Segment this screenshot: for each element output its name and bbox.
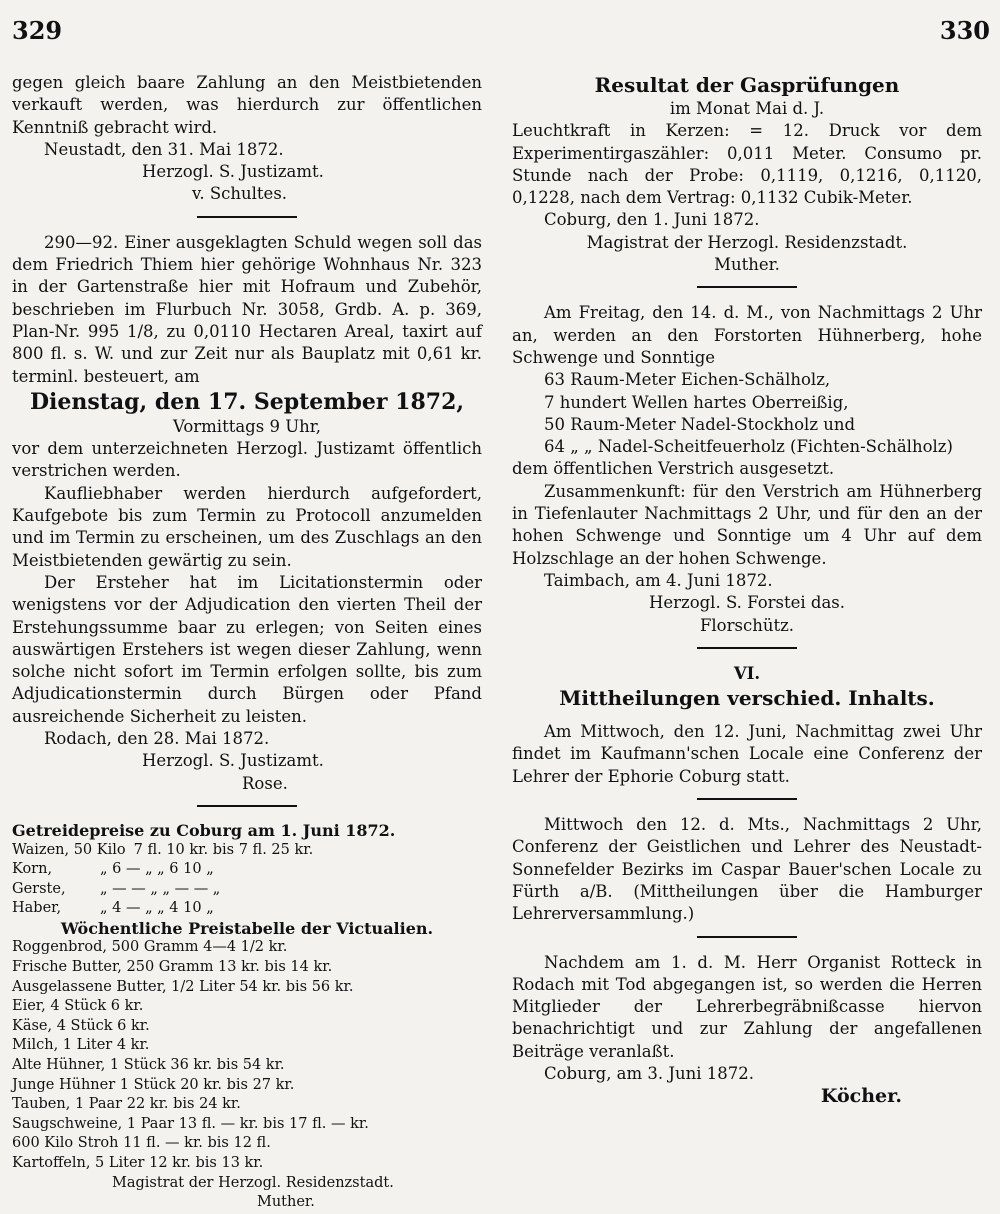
wood-item: 50 Raum-Meter Nadel-Stockholz und bbox=[544, 414, 856, 434]
victual-item: Alte Hühner, 1 Stück 36 kr. bis 54 kr. bbox=[12, 1057, 285, 1074]
grain-row bbox=[12, 841, 482, 861]
divider bbox=[697, 286, 797, 288]
victual-item: Kartoffeln, 5 Liter 12 kr. bis 13 kr. bbox=[12, 1155, 264, 1171]
signer: Muther. bbox=[714, 255, 780, 275]
wood-intro: Am Freitag, den 14. d. M., von Nachmittags 2 Uhr an, werden an den Forstorten Hühnerberg, hohe Schwenge und Sonntige bbox=[512, 303, 982, 367]
victual-item: Saugschweine, 1 Paar 13 fl. — kr. bis 17 fl. — kr. bbox=[12, 1115, 369, 1132]
grain-values: „ 6 — „ „ 6 10 „ bbox=[100, 861, 214, 878]
victual-item: Roggenbrod, 500 Gramm 4—4 1/2 kr. bbox=[12, 939, 288, 956]
victual-item: Milch, 1 Liter 4 kr. bbox=[12, 1037, 150, 1054]
section-numeral: VI. bbox=[733, 663, 761, 683]
grain-title: Getreidepreise zu Coburg am 1. Juni 1872. bbox=[12, 820, 396, 840]
grain-name: Korn, bbox=[12, 861, 53, 878]
wood-item: 7 hundert Wellen hartes Oberreißig, bbox=[544, 392, 849, 412]
grain-row bbox=[12, 899, 482, 919]
grain-values: 7 fl. 10 kr. bis 7 fl. 25 kr. bbox=[133, 841, 314, 858]
message: Nachdem am 1. d. M. Herr Organist Rotteck in Rodach mit Tod abgegangen ist, so werden die Herren Mitglieder der Lehrerbegräbnißcasse hiervon benachrichtigt und zur Zahlung der angefallenen Beiträge veranlaßt. bbox=[512, 952, 982, 1061]
victual-item: Eier, 4 Stück 6 kr. bbox=[12, 998, 144, 1015]
gas-subtitle: im Monat Mai d. J. bbox=[669, 99, 825, 118]
authority: Herzogl. S. Justizamt. bbox=[142, 162, 324, 182]
authority: Magistrat der Herzogl. Residenzstadt. bbox=[586, 232, 908, 252]
gas-text: Leuchtkraft in Kerzen: = 12. Druck vor dem Experimentirgaszähler: 0,011 Meter. Consumo pr. Stunde nach der Probe: 0,1119, 0,1216, 0,1120, 0,1228, nach dem Vertrag: 0,1132 Cubik-Meter. bbox=[512, 121, 982, 208]
message: Mittwoch den 12. d. Mts., Nachmittags 2 Uhr, Conferenz der Geistlichen und Lehrer des Neustadt-Sonnefelder Bezirks im Caspar Bauer'schen Locale zu Fürth a/B. (Mittheilungen über die Hamburger Lehrerversammlung.) bbox=[512, 815, 982, 924]
victual-item: Tauben, 1 Paar 22 kr. bis 24 kr. bbox=[12, 1096, 241, 1113]
grain-name: Waizen, 50 Kilo bbox=[12, 841, 126, 858]
spacer bbox=[512, 711, 982, 721]
signer: Rose. bbox=[242, 773, 288, 793]
authority: Magistrat der Herzogl. Residenzstadt. bbox=[112, 1174, 394, 1191]
grain-values: „ — — „ „ — — „ bbox=[100, 880, 221, 897]
signer: Muther. bbox=[257, 1194, 315, 1211]
divider bbox=[697, 936, 797, 938]
victual-item: Junge Hühner 1 Stück 20 kr. bis 27 kr. bbox=[12, 1076, 295, 1093]
right-column bbox=[512, 72, 982, 1108]
place-date: Rodach, den 28. Mai 1872. bbox=[44, 729, 270, 749]
place-date: Taimbach, am 4. Juni 1872. bbox=[544, 570, 773, 590]
gas-title: Resultat der Gasprüfungen bbox=[594, 73, 900, 97]
wood-meeting: Zusammenkunft: für den Verstrich am Hühnerberg in Tiefenlauter Nachmittags 2 Uhr, und für den an der hohen Schwenge und Sonntige um 4 Uhr auf dem Holzschlage an der hohen Schwenge. bbox=[512, 481, 982, 568]
wood-outro: dem öffentlichen Verstrich ausgesetzt. bbox=[512, 459, 835, 479]
divider bbox=[697, 647, 797, 649]
place-date: Coburg, am 3. Juni 1872. bbox=[544, 1063, 755, 1083]
victual-item: Käse, 4 Stück 6 kr. bbox=[12, 1017, 150, 1034]
auction-date: Dienstag, den 17. September 1872, bbox=[29, 388, 465, 415]
place-date: Neustadt, den 31. Mai 1872. bbox=[44, 139, 284, 159]
auction-time: Vormittags 9 Uhr, bbox=[172, 416, 322, 436]
grain-name: Gerste, bbox=[12, 880, 66, 897]
authority: Herzogl. S. Forstei das. bbox=[648, 593, 846, 613]
left-column bbox=[12, 72, 482, 1213]
signer: v. Schultes. bbox=[192, 184, 288, 204]
authority: Herzogl. S. Justizamt. bbox=[142, 751, 324, 771]
auction-paragraph: Kaufliebhaber werden hierdurch aufgefordert, Kaufgebote bis zum Termin zu Protocoll anzumelden und im Termin zu erscheinen, um des Zuschlags an den Meistbietenden gewärtig zu sein. bbox=[12, 483, 482, 570]
notice-text: gegen gleich baare Zahlung an den Meistbietenden verkauft werden, was hierdurch zur öffentlichen Kenntniß gebracht wird. bbox=[12, 73, 482, 137]
auction-paragraph: vor dem unterzeichneten Herzogl. Justizamt öffentlich verstrichen werden. bbox=[12, 439, 482, 481]
divider bbox=[697, 798, 797, 800]
grain-row bbox=[12, 860, 482, 880]
victual-item: 600 Kilo Stroh 11 fl. — kr. bis 12 fl. bbox=[12, 1135, 271, 1152]
grain-row bbox=[12, 880, 482, 900]
wood-item: 64 „ „ Nadel-Scheitfeuerholz (Fichten-Schälholz) bbox=[544, 437, 953, 457]
divider bbox=[197, 805, 297, 807]
grain-values: „ 4 — „ „ 4 10 „ bbox=[100, 900, 214, 917]
signer: Köcher. bbox=[820, 1085, 902, 1108]
signer: Florschütz. bbox=[699, 615, 795, 635]
page-number-left: 329 bbox=[12, 16, 63, 45]
victual-item: Frische Butter, 250 Gramm 13 kr. bis 14 kr. bbox=[12, 959, 333, 976]
auction-paragraph: 290—92. Einer ausgeklagten Schuld wegen soll das dem Friedrich Thiem hier gehörige Wohnhaus Nr. 323 in der Gartenstraße hier mit Hofraum und Zubehör, beschrieben im Flurbuch Nr. 3058, Grdb. A. p. 369, Plan-Nr. 995 1/8, zu 0,0110 Hectaren Areal, taxirt auf 800 fl. s. W. und zur Zeit nur als Bauplatz mit 0,61 kr. terminl. besteuert, am bbox=[12, 232, 482, 386]
divider bbox=[197, 216, 297, 218]
place-date: Coburg, den 1. Juni 1872. bbox=[544, 210, 760, 230]
victual-item: Ausgelassene Butter, 1/2 Liter 54 kr. bis 56 kr. bbox=[12, 978, 354, 995]
wood-item: 63 Raum-Meter Eichen-Schälholz, bbox=[544, 370, 831, 390]
grain-name: Haber, bbox=[12, 900, 62, 917]
victuals-title: Wöchentliche Preistabelle der Victualien. bbox=[60, 918, 434, 938]
auction-paragraph: Der Ersteher hat im Licitationstermin oder wenigstens vor der Adjudication den vierten Theil der Erstehungssumme baar zu erlegen; von Seiten eines auswärtigen Erstehers ist wegen dieser Zahlung, wenn solche nicht sofort im Termin erfolgen sollte, bis zum Adjudicationstermin durch Bürgen oder Pfand ausreichende Sicherheit zu leisten. bbox=[12, 572, 482, 726]
message: Am Mittwoch, den 12. Juni, Nachmittag zwei Uhr findet im Kaufmann'schen Locale eine Conferenz der Lehrer der Ephorie Coburg statt. bbox=[512, 722, 982, 786]
section-title: Mittheilungen verschied. Inhalts. bbox=[559, 686, 935, 711]
page-number-right: 330 bbox=[939, 16, 990, 45]
